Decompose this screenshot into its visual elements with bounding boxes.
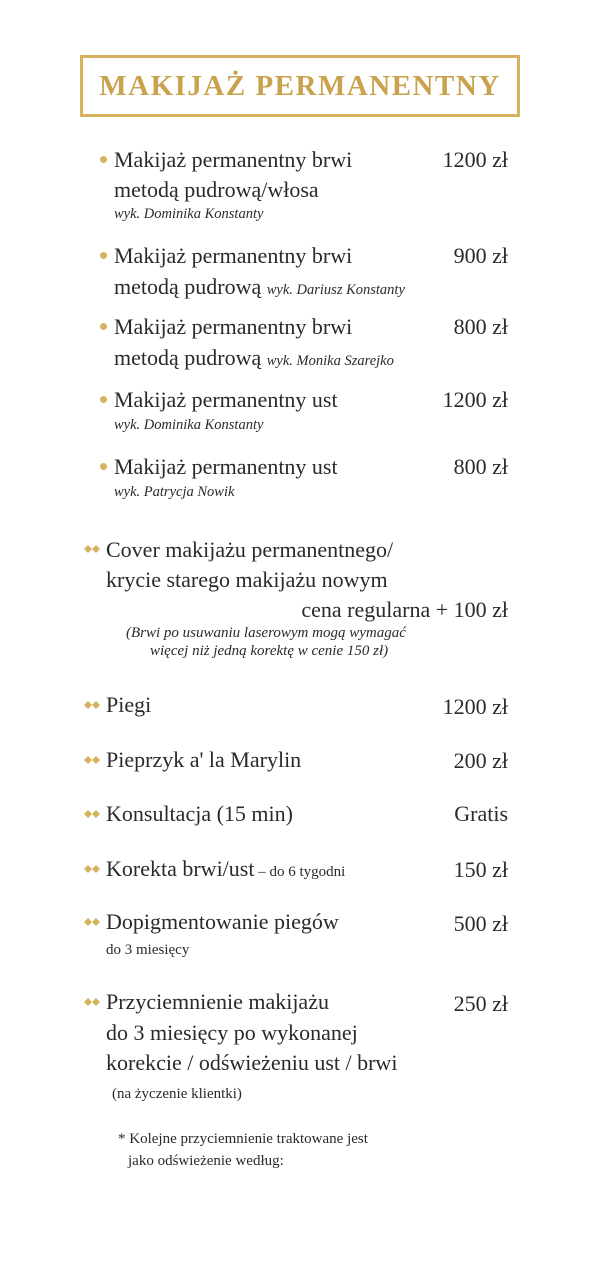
- darkening-subtitle: korekcie / odświeżeniu ust / brwi: [106, 1050, 398, 1075]
- item-title: Makijaż permanentny brwi: [114, 314, 353, 339]
- bullet-dot-icon: [100, 396, 107, 403]
- item-title: Makijaż permanentny ust: [114, 454, 338, 479]
- item-price: 1200 zł: [442, 147, 508, 172]
- item-note: do 3 miesięcy: [106, 942, 190, 958]
- footnote-line: jako odświeżenie według:: [128, 1153, 284, 1169]
- item-price: 200 zł: [453, 748, 508, 773]
- darkening-subtitle: do 3 miesięcy po wykonanej: [106, 1020, 358, 1045]
- diamond-bullet-icon: [84, 701, 100, 709]
- item-price: 800 zł: [453, 314, 508, 339]
- diamond-bullet-icon: [84, 545, 100, 553]
- diamond-bullet-icon: [84, 918, 100, 926]
- item-subtitle: metodą pudrową: [114, 274, 262, 299]
- diamond-bullet-icon: [84, 810, 100, 818]
- title-frame: [80, 55, 520, 117]
- item-artist: wyk. Dariusz Konstanty: [266, 282, 405, 298]
- item-price: 800 zł: [453, 454, 508, 479]
- item-note: – do 6 tygodni: [254, 864, 346, 880]
- item-title: Konsultacja (15 min): [106, 801, 293, 826]
- darkening-price: 250 zł: [453, 991, 508, 1016]
- item-subtitle-row: [114, 345, 394, 374]
- item-price: 900 zł: [453, 243, 508, 268]
- darkening-title: Przyciemnienie makijażu: [106, 989, 329, 1014]
- cover-price: cena regularna + 100 zł: [301, 597, 508, 622]
- diamond-bullet-icon: [84, 998, 100, 1006]
- item-title: Makijaż permanentny ust: [114, 387, 338, 412]
- item-title: Pieprzyk a' la Marylin: [106, 747, 302, 772]
- item-artist: wyk. Dominika Konstanty: [114, 417, 264, 433]
- cover-title: Cover makijażu permanentnego/: [106, 537, 394, 562]
- darkening-note: (na życzenie klientki): [112, 1086, 242, 1102]
- item-price: 1200 zł: [442, 387, 508, 412]
- cover-note: więcej niż jedną korektę w cenie 150 zł): [150, 643, 389, 659]
- item-title-row: [106, 856, 345, 885]
- diamond-bullet-icon: [84, 865, 100, 873]
- page-title: MAKIJAŻ PERMANENTNY: [99, 69, 501, 102]
- item-title: Piegi: [106, 692, 152, 717]
- item-price: 1200 zł: [442, 694, 508, 719]
- item-subtitle-row: [114, 274, 405, 303]
- item-price: 500 zł: [453, 911, 508, 936]
- item-artist: wyk. Monika Szarejko: [266, 353, 394, 369]
- bullet-dot-icon: [100, 156, 107, 163]
- footnote-line: * Kolejne przyciemnienie traktowane jest: [118, 1131, 368, 1147]
- item-title: Makijaż permanentny brwi: [114, 243, 353, 268]
- cover-note: (Brwi po usuwaniu laserowym mogą wymagać: [126, 625, 406, 641]
- item-title: Dopigmentowanie piegów: [106, 909, 339, 934]
- bullet-dot-icon: [100, 252, 107, 259]
- diamond-bullet-icon: [84, 756, 100, 764]
- item-price: 150 zł: [453, 857, 508, 882]
- bullet-dot-icon: [100, 323, 107, 330]
- item-subtitle: metodą pudrową: [114, 345, 262, 370]
- item-subtitle: metodą pudrową/włosa: [114, 177, 319, 202]
- item-price: Gratis: [454, 801, 508, 826]
- cover-subtitle: krycie starego makijażu nowym: [106, 567, 388, 592]
- item-title: Makijaż permanentny brwi: [114, 147, 353, 172]
- item-artist: wyk. Patrycja Nowik: [114, 484, 235, 500]
- bullet-dot-icon: [100, 463, 107, 470]
- item-title: Korekta brwi/ust: [106, 856, 255, 881]
- item-artist: wyk. Dominika Konstanty: [114, 206, 264, 222]
